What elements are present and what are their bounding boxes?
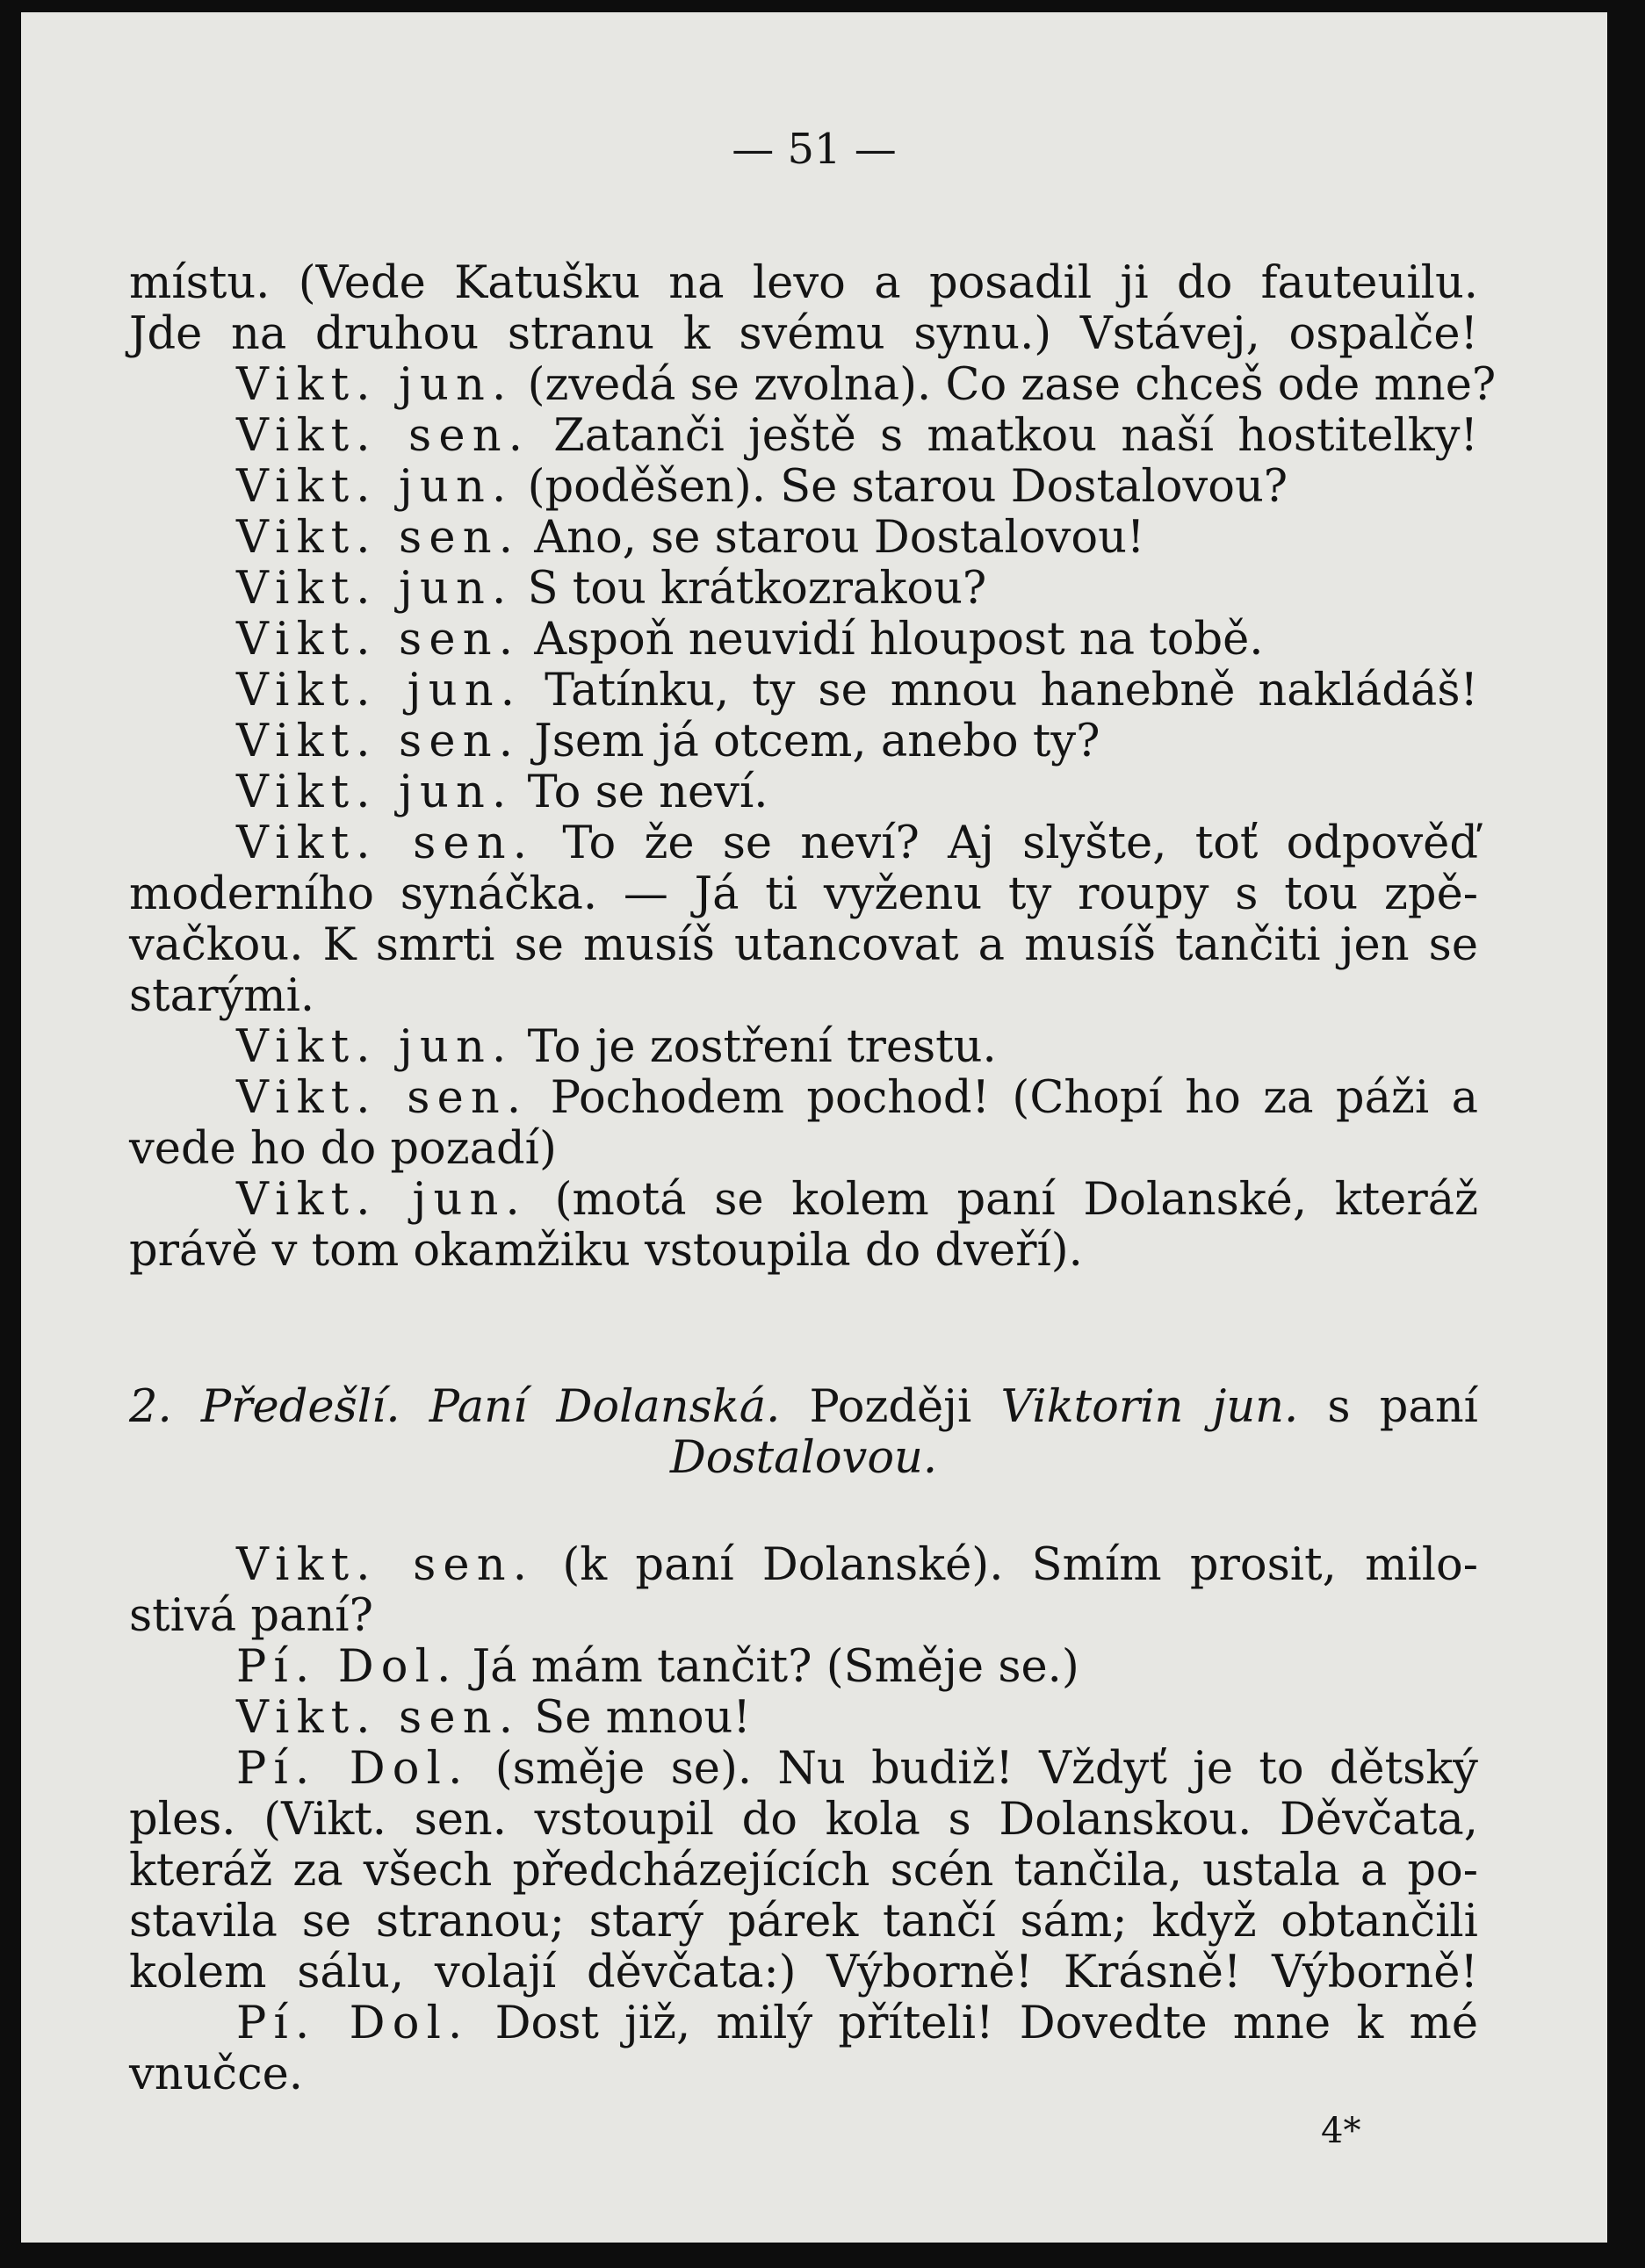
line-text: Tatínku, ty se mnou hanebně nakládáš! [522, 665, 1478, 716]
line-text: (poděšen). Se starou Dostalovou? [513, 461, 1288, 513]
text-line [129, 1744, 1478, 1795]
line-text: Aspoň neuvidí hloupost na tobě. [520, 614, 1264, 666]
speaker-name: Vikt. sen. [236, 817, 535, 869]
text-line [129, 1540, 1478, 1591]
line-text: (zvedá se zvolna). Co zase chceš ode mne? [513, 359, 1497, 411]
line-text: To že se neví? Aj slyšte, toť odpověď [534, 817, 1479, 869]
speaker-name: Vikt. jun. [236, 1021, 514, 1073]
line-text: kolem sálu, volají děvčata:) Výborně! Krásně! Výborně! [129, 1947, 1478, 1998]
text-line [129, 1073, 1478, 1124]
scene-persons: Předešlí. Paní Dolanská. [200, 1381, 781, 1433]
text-line [129, 1795, 1478, 1846]
text-line [129, 818, 1478, 869]
line-text: (k paní Dolanské). Smím prosit, milo- [534, 1539, 1478, 1591]
text-line [129, 869, 1478, 920]
text-line [129, 513, 1478, 564]
scene-heading-line-1 [129, 1382, 1478, 1433]
speaker-name: Vikt. jun. [236, 461, 514, 513]
speaker-name: Vikt. sen. [236, 1072, 529, 1124]
text-line [129, 1897, 1478, 1948]
scene-persons-later: Viktorin jun. [1000, 1381, 1299, 1433]
text-line [129, 2049, 1478, 2100]
text-line [129, 716, 1478, 767]
dialogue-block-2 [129, 1540, 1478, 2100]
text-line [129, 258, 1478, 309]
line-text: vnučce. [129, 2048, 304, 2100]
speaker-name: Vikt. jun. [236, 1174, 527, 1226]
text-line [129, 971, 1478, 1022]
text-line [129, 1022, 1478, 1073]
scene-heading [129, 1382, 1478, 1484]
speaker-name: Vikt. sen. [236, 716, 521, 767]
speaker-name: Vikt. jun. [236, 563, 514, 615]
text-line [129, 1948, 1478, 1998]
speaker-name: Pí. Dol. [236, 1743, 470, 1795]
line-text: (směje se). Nu budiž! Vždyť je to dětský [469, 1743, 1478, 1795]
text-line [129, 411, 1478, 462]
text-line [129, 1846, 1478, 1897]
text-line [129, 309, 1478, 360]
text-line [129, 1642, 1478, 1693]
speaker-name: Vikt. sen. [236, 1692, 521, 1744]
line-text: ples. (Vikt. sen. vstoupil do kola s Dolanskou. Děvčata, [129, 1794, 1478, 1846]
line-text: Jde na druhou stranu k svému synu.) Vstávej, ospalče! [129, 308, 1478, 360]
book-page [21, 12, 1607, 2243]
line-text: Já mám tančit? (Směje se.) [458, 1641, 1079, 1693]
text-line [129, 1124, 1478, 1175]
page-number: — 51 — [732, 125, 897, 174]
text-line [129, 666, 1478, 716]
speaker-name: Vikt. sen. [236, 614, 521, 666]
line-text: stivá paní? [129, 1590, 373, 1642]
dialogue-block-1 [129, 257, 1497, 1277]
line-text: kteráž za všech předcházejících scén tančila, ustala a po- [129, 1845, 1478, 1897]
line-text: Zatanči ještě s matkou naší hostitelky! [530, 410, 1478, 462]
line-text: Jsem já otcem, anebo ty? [520, 716, 1100, 767]
line-text: S tou krátkozrakou? [513, 563, 987, 615]
text-line [129, 615, 1478, 666]
text-line [129, 564, 1478, 615]
line-text: Ano, se starou Dostalovou! [520, 512, 1145, 564]
text-line [129, 359, 1497, 411]
line-text: místu. (Vede Katušku na levo a posadil ji do fauteuilu. [129, 257, 1478, 309]
line-text: (motá se kolem paní Dolanské, kteráž [526, 1174, 1478, 1226]
line-text: starými. [129, 970, 315, 1022]
line-text: právě v tom okamžiku vstoupila do dveří). [129, 1225, 1083, 1277]
line-text: vede ho do pozadí) [129, 1123, 557, 1175]
speaker-name: Vikt. sen. [236, 512, 521, 564]
text-line [129, 462, 1478, 513]
text-line [129, 1226, 1478, 1277]
signature-mark: 4* [1321, 2111, 1361, 2151]
text-line [129, 1175, 1478, 1226]
text-line [129, 767, 1478, 818]
line-text: To je zostření trestu. [513, 1021, 997, 1073]
scene-with: s paní [1327, 1381, 1478, 1433]
scene-number: 2. [129, 1381, 172, 1433]
speaker-name: Vikt. jun. [236, 767, 514, 818]
speaker-name: Vikt. jun. [236, 359, 514, 411]
scene-heading-line-2: Dostalovou. [669, 1432, 938, 1484]
scene-later: Později [809, 1381, 972, 1433]
speaker-name: Pí. Dol. [236, 1641, 458, 1693]
text-line [129, 1591, 1478, 1642]
line-text: Dost již, milý příteli! Dovedte mne k mé [469, 1998, 1478, 2049]
line-text: moderního synáčka. — Já ti vyženu ty roupy s tou zpě- [129, 868, 1478, 920]
line-text: Pochodem pochod! (Chopí ho za páži a [528, 1072, 1478, 1124]
speaker-name: Vikt. jun. [236, 665, 523, 716]
text-line [129, 1693, 1478, 1744]
line-text: stavila se stranou; starý párek tančí sám; když obtančili [129, 1896, 1478, 1948]
line-text: To se neví. [513, 767, 768, 818]
line-text: vačkou. K smrti se musíš utancovat a musíš tančiti jen se [129, 919, 1478, 971]
speaker-name: Pí. Dol. [236, 1998, 470, 2049]
text-line [129, 1998, 1478, 2049]
speaker-name: Vikt. sen. [236, 1539, 535, 1591]
line-text: Se mnou! [520, 1692, 751, 1744]
speaker-name: Vikt. sen. [236, 410, 530, 462]
text-line [129, 920, 1478, 971]
